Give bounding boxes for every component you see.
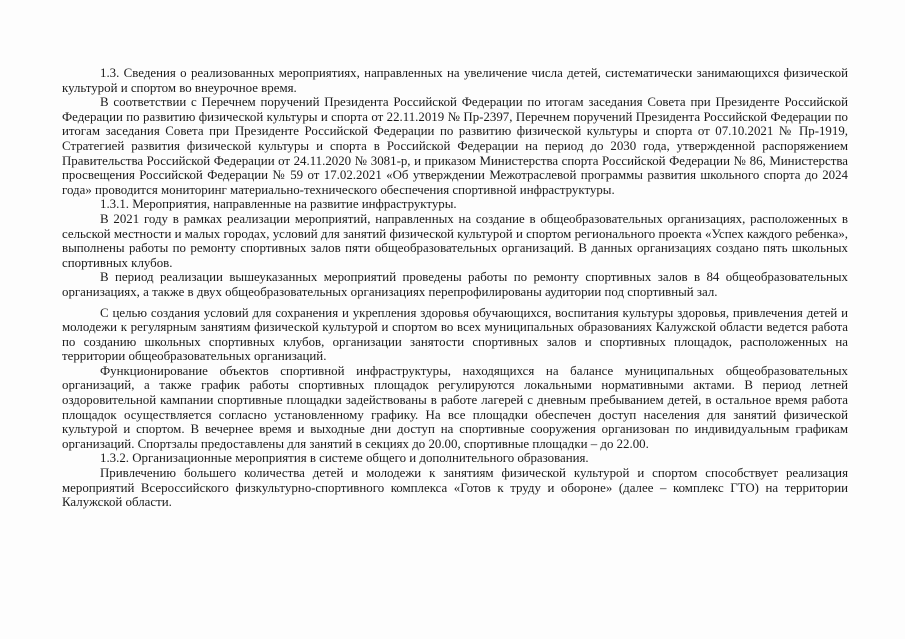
subsection-heading-1-3-1: 1.3.1. Мероприятия, направленные на развитие инфраструктуры. (100, 197, 457, 212)
paragraph-infrastructure-schedule: Функционирование объектов спортивной инфраструктуры, находящихся на балансе муниципальных общеобразовательных организаций, а также график работы спортивных площадок регулируются локальными нормативными актами. В период летней оздоровительной кампании спортивные площадки задействованы в работе лагерей с дневным пребыванием детей, в остальное время работа площадок осуществляется согласно установленному графику. На все площадки обеспечен доступ населения для занятий физической культурой и спортом. В вечернее время и выходные дни доступ на спортивные сооружения организован по индивидуальным графикам организаций. Спортзалы предоставлены для занятий в секциях до 20.00, спортивные площадки – до 22.00. (62, 363, 848, 451)
subsection-heading-1-3-2: 1.3.2. Организационные мероприятия в системе общего и дополнительного образования. (100, 451, 589, 466)
paragraph-2021-repairs: В 2021 году в рамках реализации мероприятий, направленных на создание в общеобразовательных организациях, расположенных в сельской местности и малых городах, условий для занятий физической культурой и спортом регионального проекта «Успех каждого ребенка», выполнены работы по ремонту спортивных залов пяти общеобразовательных организаций. В данных организациях создано пять школьных спортивных клубов. (62, 211, 848, 270)
paragraph-school-sports-clubs: С целью создания условий для сохранения и укрепления здоровья обучающихся, воспитания культуры здоровья, привлечения детей и молодежи к регулярным занятиям физической культурой и спортом во всех муниципальных образованиях Калужской области ведется работа по созданию школьных спортивных клубов, организации занятости спортивных залов и спортивных площадок, расположенных на территории общеобразовательных организаций. (62, 305, 848, 364)
paragraph-84-organizations: В период реализации вышеуказанных мероприятий проведены работы по ремонту спортивных залов в 84 общеобразовательных организациях, а также в двух общеобразовательных организациях перепрофилированы аудитории под спортивный зал. (62, 270, 848, 299)
paragraph-legal-basis: В соответствии с Перечнем поручений Президента Российской Федерации по итогам заседания Совета при Президенте Российской Федерации по развитию физической культуры и спорта от 22.11.2019 № Пр-2397, Перечнем поручений Президента Российской Федерации по итогам заседания Совета при Президенте Российской Федерации по развитию физической культуры и спорта от 07.10.2021 № Пр-1919, Стратегией развития физической культуры и спорта в Российской Федерации на период до 2030 года, утвержденной распоряжением Правительства Российской Федерации от 24.11.2020 № 3081-р, и приказом Министерства спорта Российской Федерации № 86, Министерства просвещения Российской Федерации № 59 от 17.02.2021 «Об утверждении Межотраслевой программы развития школьного спорта до 2024 года» проводится мониторинг материально-технического обеспечения спортивной инфраструктуры. (62, 95, 848, 197)
document-body (62, 66, 848, 510)
paragraph-gto-complex: Привлечению большего количества детей и молодежи к занятиям физической культурой и спортом способствует реализация мероприятий Всероссийского физкультурно-спортивного комплекса «Готов к труду и обороне» (далее – комплекс ГТО) на территории Калужской области. (62, 466, 848, 510)
section-heading-1-3: 1.3. Сведения о реализованных мероприятиях, направленных на увеличение числа детей, систематически занимающихся физической культурой и спортом во внеурочное время. (62, 66, 848, 95)
